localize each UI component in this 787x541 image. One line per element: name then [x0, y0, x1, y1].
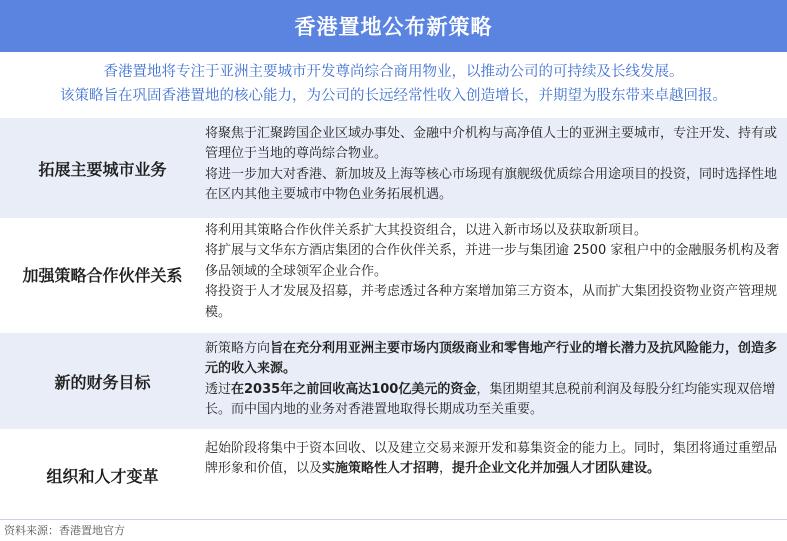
strategy-row-4 [0, 433, 787, 517]
page-title-bar [0, 0, 787, 52]
text-run: ， [439, 461, 453, 477]
page-title: 香港置地公布新策略 [294, 15, 493, 39]
strategy-row-1 [0, 118, 787, 218]
row-paragraph: 将聚焦于汇聚跨国企业区域办事处、金融中介机构与高净值人士的亚洲主要城市，专注开发、持有或管理位于当地的尊尚综合物业。 [205, 126, 778, 162]
row-label: 加强策略合作伙伴关系 [22, 265, 183, 285]
row-body [205, 118, 783, 218]
row-paragraph [205, 439, 783, 480]
bold-text-run: 实施策略性人才招聘 [322, 461, 440, 477]
intro-line-2: 该策略旨在巩固香港置地的核心能力，为公司的长远经常性收入创造增长，并期望为股东带来卓越回报。 [60, 88, 727, 104]
row-paragraph: 将进一步加大对香港、新加坡及上海等核心市场现有旗舰级优质综合用途项目的投资，同时选择性地在区内其他主要城市中物色业务拓展机遇。 [205, 166, 778, 203]
strategy-row-2 [0, 218, 787, 330]
row-label: 组织和人才变革 [46, 466, 159, 486]
text-run: 透过 [205, 381, 232, 397]
row-paragraph [205, 339, 783, 380]
source-note: 资料来源：香港置地官方 [4, 524, 125, 537]
text-run: 新策略方向 [205, 341, 271, 356]
row-body [205, 218, 783, 330]
strategy-row-3 [0, 333, 787, 429]
intro-line-1: 香港置地将专注于亚洲主要城市开发尊尚综合商用物业，以推动公司的可持续及长线发展。 [103, 64, 684, 80]
row-paragraph: 将利用其策略合作伙伴关系扩大其投资组合，以进入新市场以及获取新项目。 [205, 223, 648, 238]
row-paragraph: 将投资于人才发展及招募，并考虑透过各种方案增加第三方资本，从而扩大集团投资物业资产管理规模。 [205, 284, 778, 320]
intro-text [0, 56, 787, 114]
row-paragraph [205, 380, 783, 421]
bold-text-run: 旨在充分利用亚洲主要市场内顶级商业和零售地产行业的增长潜力及抗风险能力，创造多元的收入来源。 [205, 341, 778, 377]
text-run: ，集团期望其息税前利润及每股分红均能实现双倍增长。而中国内地的业务对香港置地取得长期成功至关重要。 [205, 381, 776, 418]
row-paragraph: 将扩展与文华东方酒店集团的合作伙伴关系，并进一步与集团逾 2500 家租户中的金融服务机构及奢侈品领域的全球领军企业合作。 [205, 243, 780, 279]
row-body [205, 433, 783, 517]
bold-text-run: 在2035年之前回收高达100亿美元的资金 [231, 381, 477, 397]
row-label: 拓展主要城市业务 [38, 159, 167, 179]
row-body [205, 333, 783, 429]
bold-text-run: 提升企业文化并加强人才团队建设。 [452, 461, 661, 477]
divider [0, 519, 787, 520]
row-label: 新的财务目标 [54, 372, 151, 392]
text-run: 起始阶段将集中于资本回收、以及建立交易来源开发和募集资金的能力上。同时，集团将通过重塑品牌形象和价值，以及 [205, 441, 778, 477]
